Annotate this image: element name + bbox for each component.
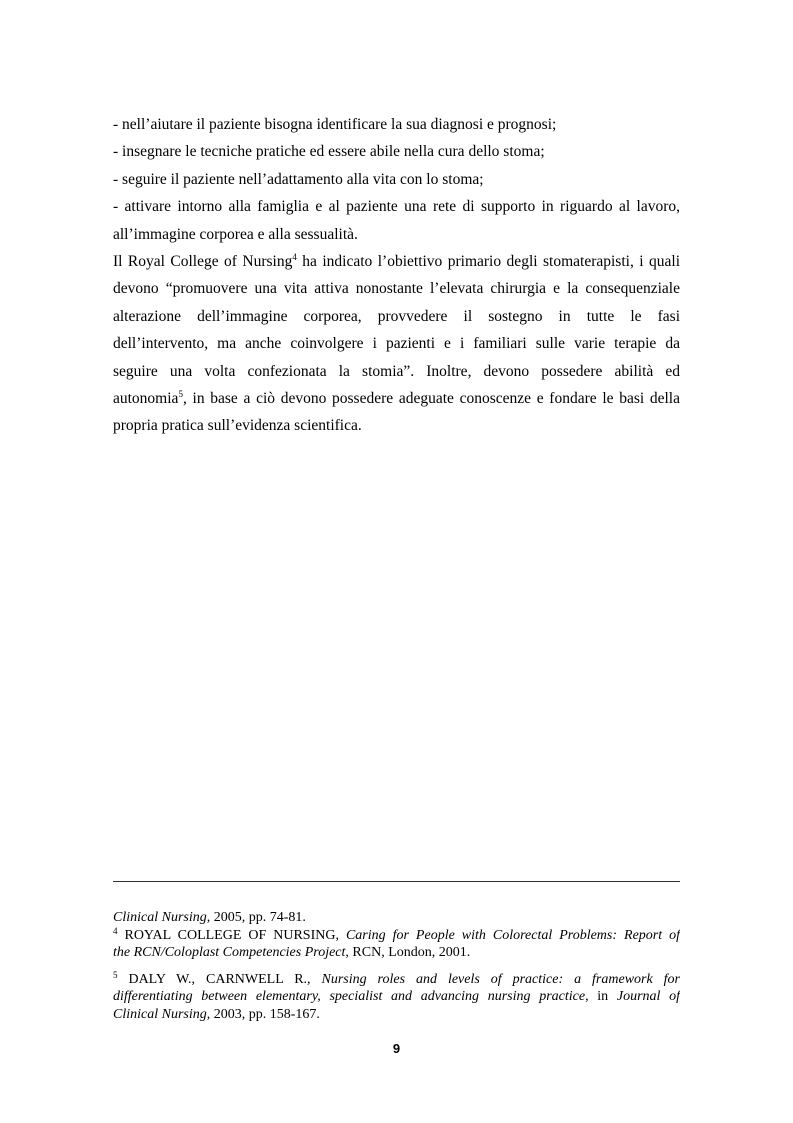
paragraph-line: autonomia$^5$, in base a ciò devono possedere adeguate conoscenze e fondare le basi della bbox=[113, 388, 680, 407]
footnote-5-cont: Clinical Nursing, 2003, pp. 158-167. bbox=[113, 1006, 320, 1022]
footnotes bbox=[113, 909, 680, 1023]
paragraph-line: Il Royal College of Nursing$^4$ ha indicato l’obiettivo primario degli stomaterapisti, i quali bbox=[113, 251, 680, 270]
paragraph-line: seguire una volta confezionata la stomia”. Inoltre, devono possedere abilità ed bbox=[113, 362, 680, 380]
paragraph-line: dell’intervento, ma anche coinvolgere i pazienti e i familiari sulle varie terapie da bbox=[113, 335, 680, 353]
bullet-item-continuation: all’immagine corporea e alla sessualità. bbox=[113, 225, 358, 243]
footnote-number: 4 bbox=[113, 926, 118, 936]
footnote-continuation: Clinical Nursing, 2005, pp. 74-81. bbox=[113, 910, 306, 925]
footnote-separator bbox=[113, 881, 680, 882]
footnote-5: $^5$ DALY W., CARNWELL R., Nursing roles and levels of practice: a framework for bbox=[113, 970, 680, 987]
paragraph-line: propria pratica sull’evidenza scientifica. bbox=[113, 417, 362, 435]
footnote-ref-4: 4 bbox=[292, 251, 297, 262]
paragraph-line: alterazione dell’immagine corporea, provvedere il sostegno in tutte le fasi bbox=[113, 307, 680, 325]
bullet-item: - insegnare le tecniche pratiche ed essere abile nella cura dello stoma; bbox=[113, 143, 545, 161]
page-number: 9 bbox=[392, 1041, 401, 1056]
footnote-ref-5: 5 bbox=[178, 388, 183, 399]
footnote-4: $^4$ ROYAL COLLEGE OF NURSING, Caring for People with Colorectal Problems: Report of bbox=[113, 926, 680, 943]
footnote-number: 5 bbox=[113, 970, 118, 980]
footnote-4-cont: the RCN/Coloplast Competencies Project, RCN, London, 2001. bbox=[113, 945, 471, 960]
bullet-item: - seguire il paziente nell’adattamento alla vita con lo stoma; bbox=[113, 170, 484, 188]
paragraph-line: devono “promuovere una vita attiva nonostante l’elevata chirurgia e la consequenziale bbox=[113, 280, 680, 298]
bullet-item: - attivare intorno alla famiglia e al paziente una rete di supporto in riguardo al lavoro, bbox=[113, 198, 680, 216]
bullet-item: - nell’aiutare il paziente bisogna identificare la sua diagnosi e prognosi; bbox=[113, 116, 557, 133]
body-text bbox=[113, 111, 680, 440]
footnote-5-cont: differentiating between elementary, specialist and advancing nursing practice, in Journal of bbox=[113, 989, 680, 1004]
